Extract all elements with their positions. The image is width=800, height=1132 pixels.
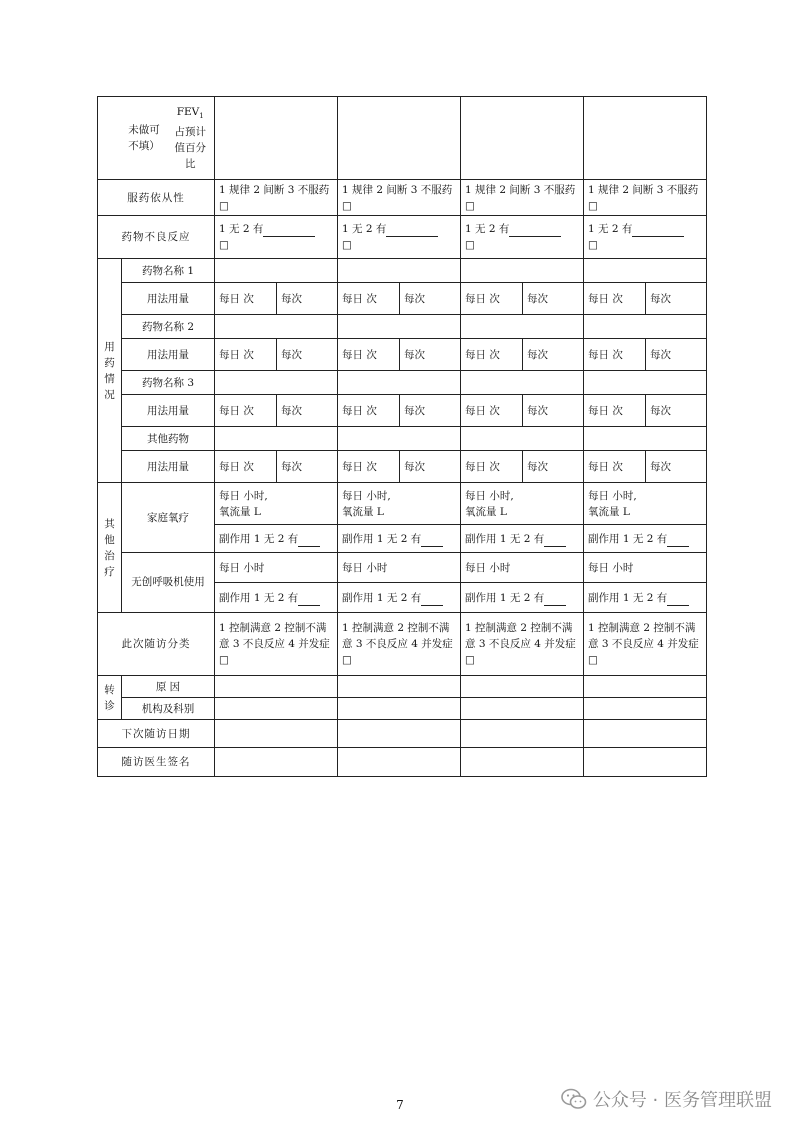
- adverse-visit-3[interactable]: 1 无 2 有 □: [461, 216, 584, 259]
- drug1-dose-visit-4[interactable]: 每次: [646, 283, 707, 315]
- referral-inst-visit-1[interactable]: [215, 698, 338, 720]
- medication-group-label: 用药情况: [98, 259, 122, 483]
- drug1-daily-visit-2[interactable]: 每日 次: [338, 283, 400, 315]
- adherence-visit-1[interactable]: 1 规律 2 间断 3 不服药□: [215, 180, 338, 216]
- niv-visit-4[interactable]: 每日 小时: [584, 553, 707, 583]
- drug1-usage-row: [98, 283, 707, 315]
- drug1-dose-visit-1[interactable]: 每次: [277, 283, 338, 315]
- fev1-visit-3[interactable]: [461, 97, 584, 180]
- other-drug-name-row: [98, 427, 707, 451]
- drug2-name-visit-1[interactable]: [215, 315, 338, 339]
- referral-group-label: 转诊: [98, 676, 122, 720]
- next-date-visit-2[interactable]: [338, 720, 461, 748]
- drug3-usage-label: 用法用量: [122, 395, 215, 427]
- referral-inst-visit-2[interactable]: [338, 698, 461, 720]
- other-treatment-group-label: 其他治疗: [98, 483, 122, 613]
- other-dose-visit-2[interactable]: 每次: [400, 451, 461, 483]
- drug2-name-visit-3[interactable]: [461, 315, 584, 339]
- oxygen-row: [98, 483, 707, 525]
- drug1-name-visit-1[interactable]: [215, 259, 338, 283]
- drug3-name-row: [98, 371, 707, 395]
- next-date-visit-1[interactable]: [215, 720, 338, 748]
- drug3-dose-visit-4[interactable]: 每次: [646, 395, 707, 427]
- adverse-visit-2[interactable]: 1 无 2 有 □: [338, 216, 461, 259]
- drug1-dose-visit-2[interactable]: 每次: [400, 283, 461, 315]
- other-dose-visit-4[interactable]: 每次: [646, 451, 707, 483]
- classification-label: 此次随访分类: [98, 613, 215, 676]
- fev1-row: [98, 97, 707, 180]
- drug1-name-row: [98, 259, 707, 283]
- other-daily-visit-4[interactable]: 每日 次: [584, 451, 646, 483]
- drug3-daily-visit-2[interactable]: 每日 次: [338, 395, 400, 427]
- drug1-usage-label: 用法用量: [122, 283, 215, 315]
- other-dose-visit-1[interactable]: 每次: [277, 451, 338, 483]
- oxygen-label: 家庭氧疗: [122, 483, 215, 553]
- other-drug-visit-4[interactable]: [584, 427, 707, 451]
- niv-row: [98, 553, 707, 583]
- oxygen-visit-2[interactable]: 每日 小时, 氧流量 L: [338, 483, 461, 525]
- referral-reason-visit-1[interactable]: [215, 676, 338, 698]
- doctor-sign-label: 随访医生签名: [98, 748, 215, 777]
- page-number: 7: [396, 1098, 404, 1112]
- niv-label: 无创呼吸机使用: [122, 553, 215, 613]
- referral-reason-visit-3[interactable]: [461, 676, 584, 698]
- other-drug-visit-2[interactable]: [338, 427, 461, 451]
- drug3-dose-visit-2[interactable]: 每次: [400, 395, 461, 427]
- drug3-name-visit-2[interactable]: [338, 371, 461, 395]
- other-daily-visit-3[interactable]: 每日 次: [461, 451, 523, 483]
- referral-institution-row: [98, 698, 707, 720]
- drug3-name-visit-1[interactable]: [215, 371, 338, 395]
- next-date-row: [98, 720, 707, 748]
- fev1-label: $FEV_1$ 占预计值百分比: [167, 97, 215, 180]
- drug2-name-label: 药物名称 2: [122, 315, 215, 339]
- drug1-name-visit-3[interactable]: [461, 259, 584, 283]
- drug2-daily-visit-3[interactable]: 每日 次: [461, 339, 523, 371]
- referral-reason-visit-4[interactable]: [584, 676, 707, 698]
- referral-reason-visit-2[interactable]: [338, 676, 461, 698]
- referral-reason-row: [98, 676, 707, 698]
- other-drug-visit-3[interactable]: [461, 427, 584, 451]
- drug1-daily-visit-4[interactable]: 每日 次: [584, 283, 646, 315]
- adherence-visit-4[interactable]: 1 规律 2 间断 3 不服药□: [584, 180, 707, 216]
- doctor-sign-visit-2[interactable]: [338, 748, 461, 777]
- drug1-daily-visit-1[interactable]: 每日 次: [215, 283, 277, 315]
- niv-visit-2[interactable]: 每日 小时: [338, 553, 461, 583]
- drug1-dose-visit-3[interactable]: 每次: [523, 283, 584, 315]
- doctor-sign-row: [98, 748, 707, 777]
- drug3-dose-visit-1[interactable]: 每次: [277, 395, 338, 427]
- drug3-name-label: 药物名称 3: [122, 371, 215, 395]
- classification-visit-2[interactable]: 1 控制满意 2 控制不满意 3 不良反应 4 并发症 □: [338, 613, 461, 676]
- fev-left-blank: [98, 97, 122, 180]
- referral-inst-visit-3[interactable]: [461, 698, 584, 720]
- other-dose-visit-3[interactable]: 每次: [523, 451, 584, 483]
- classification-visit-1[interactable]: 1 控制满意 2 控制不满意 3 不良反应 4 并发症 □: [215, 613, 338, 676]
- referral-reason-label: 原 因: [122, 676, 215, 698]
- niv-visit-3[interactable]: 每日 小时: [461, 553, 584, 583]
- oxygen-side-visit-1[interactable]: 副作用 1 无 2 有: [215, 525, 338, 553]
- fev1-visit-1[interactable]: [215, 97, 338, 180]
- other-drug-usage-label: 用法用量: [122, 451, 215, 483]
- adverse-visit-1[interactable]: 1 无 2 有 □: [215, 216, 338, 259]
- drug1-name-label: 药物名称 1: [122, 259, 215, 283]
- niv-visit-1[interactable]: 每日 小时: [215, 553, 338, 583]
- adherence-visit-3[interactable]: 1 规律 2 间断 3 不服药□: [461, 180, 584, 216]
- followup-form-table: [97, 96, 707, 777]
- drug2-daily-visit-1[interactable]: 每日 次: [215, 339, 277, 371]
- fev-not-done-note: 未做可不填）: [122, 97, 167, 180]
- doctor-sign-visit-1[interactable]: [215, 748, 338, 777]
- drug2-usage-row: [98, 339, 707, 371]
- adherence-visit-2[interactable]: 1 规律 2 间断 3 不服药□: [338, 180, 461, 216]
- classification-visit-4[interactable]: 1 控制满意 2 控制不满意 3 不良反应 4 并发症 □: [584, 613, 707, 676]
- drug2-name-row: [98, 315, 707, 339]
- drug3-daily-visit-1[interactable]: 每日 次: [215, 395, 277, 427]
- other-drug-visit-1[interactable]: [215, 427, 338, 451]
- drug3-daily-visit-3[interactable]: 每日 次: [461, 395, 523, 427]
- drug2-daily-visit-2[interactable]: 每日 次: [338, 339, 400, 371]
- oxygen-side-visit-4[interactable]: 副作用 1 无 2 有: [584, 525, 707, 553]
- drug3-name-visit-3[interactable]: [461, 371, 584, 395]
- doctor-sign-visit-3[interactable]: [461, 748, 584, 777]
- drug3-daily-visit-4[interactable]: 每日 次: [584, 395, 646, 427]
- fev1-visit-4[interactable]: [584, 97, 707, 180]
- drug1-name-visit-4[interactable]: [584, 259, 707, 283]
- classification-visit-3[interactable]: 1 控制满意 2 控制不满意 3 不良反应 4 并发症 □: [461, 613, 584, 676]
- niv-side-visit-3[interactable]: 副作用 1 无 2 有: [461, 583, 584, 613]
- adherence-label: 服药依从性: [98, 180, 215, 216]
- next-date-visit-4[interactable]: [584, 720, 707, 748]
- oxygen-visit-3[interactable]: 每日 小时, 氧流量 L: [461, 483, 584, 525]
- next-date-label: 下次随访日期: [98, 720, 215, 748]
- oxygen-side-visit-3[interactable]: 副作用 1 无 2 有: [461, 525, 584, 553]
- drug2-usage-label: 用法用量: [122, 339, 215, 371]
- footer-text: 公众号 · 医务管理联盟: [592, 1090, 772, 1111]
- niv-side-visit-1[interactable]: 副作用 1 无 2 有: [215, 583, 338, 613]
- drug3-dose-visit-3[interactable]: 每次: [523, 395, 584, 427]
- drug3-name-visit-4[interactable]: [584, 371, 707, 395]
- adverse-label: 药物不良反应: [98, 216, 215, 259]
- other-drug-usage-row: [98, 451, 707, 483]
- other-daily-visit-1[interactable]: 每日 次: [215, 451, 277, 483]
- doctor-sign-visit-4[interactable]: [584, 748, 707, 777]
- other-daily-visit-2[interactable]: 每日 次: [338, 451, 400, 483]
- referral-institution-label: 机构及科别: [122, 698, 215, 720]
- oxygen-side-visit-2[interactable]: 副作用 1 无 2 有: [338, 525, 461, 553]
- drug2-name-visit-4[interactable]: [584, 315, 707, 339]
- niv-side-visit-2[interactable]: 副作用 1 无 2 有: [338, 583, 461, 613]
- other-drug-label: 其他药物: [122, 427, 215, 451]
- niv-side-visit-4[interactable]: 副作用 1 无 2 有: [584, 583, 707, 613]
- oxygen-visit-4[interactable]: 每日 小时, 氧流量 L: [584, 483, 707, 525]
- drug1-name-visit-2[interactable]: [338, 259, 461, 283]
- drug2-dose-visit-3[interactable]: 每次: [523, 339, 584, 371]
- drug2-daily-visit-4[interactable]: 每日 次: [584, 339, 646, 371]
- adverse-row: [98, 216, 707, 259]
- oxygen-visit-1[interactable]: 每日 小时, 氧流量 L: [215, 483, 338, 525]
- referral-inst-visit-4[interactable]: [584, 698, 707, 720]
- drug2-dose-visit-2[interactable]: 每次: [400, 339, 461, 371]
- next-date-visit-3[interactable]: [461, 720, 584, 748]
- drug1-daily-visit-3[interactable]: 每日 次: [461, 283, 523, 315]
- adherence-row: [98, 180, 707, 216]
- drug2-name-visit-2[interactable]: [338, 315, 461, 339]
- drug2-dose-visit-4[interactable]: 每次: [646, 339, 707, 371]
- classification-row: [98, 613, 707, 676]
- wechat-footer: [561, 1086, 772, 1112]
- wechat-icon: [561, 1088, 587, 1110]
- fev1-visit-2[interactable]: [338, 97, 461, 180]
- adverse-visit-4[interactable]: 1 无 2 有 □: [584, 216, 707, 259]
- drug3-usage-row: [98, 395, 707, 427]
- drug2-dose-visit-1[interactable]: 每次: [277, 339, 338, 371]
